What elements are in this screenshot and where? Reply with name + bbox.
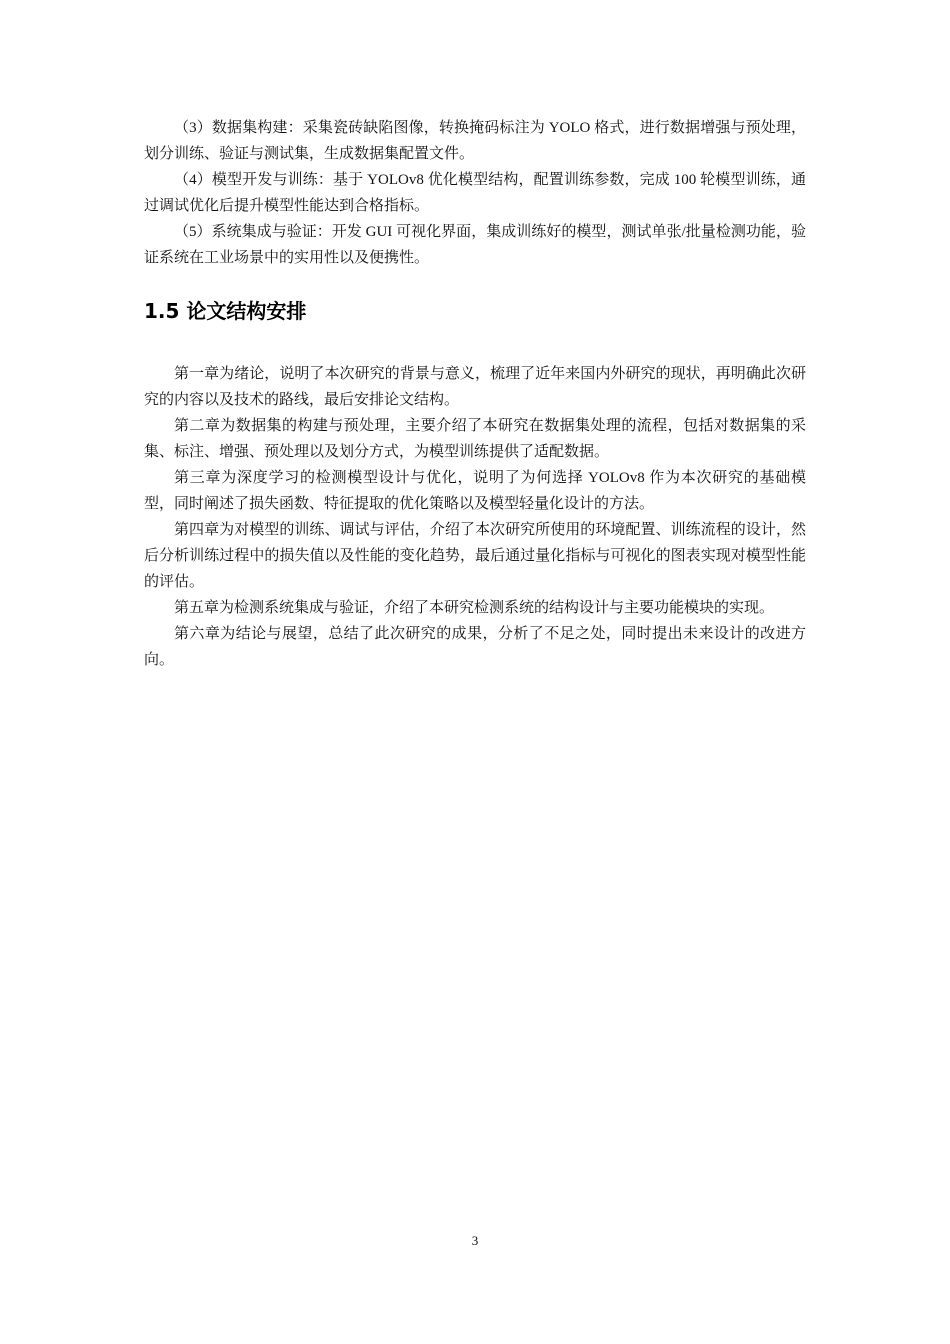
chapter-6-summary: 第六章为结论与展望，总结了此次研究的成果，分析了不足之处，同时提出未来设计的改进方向。 bbox=[144, 626, 806, 668]
chapter-4-summary: 第四章为对模型的训练、调试与评估，介绍了本次研究所使用的环境配置、训练流程的设计，然后分析训练过程中的损失值以及性能的变化趋势，最后通过量化指标与可视化的图表实现对模型性能的评估。 bbox=[144, 522, 806, 590]
page-content bbox=[144, 115, 806, 673]
section-body bbox=[144, 361, 806, 673]
chapter-2-summary: 第二章为数据集的构建与预处理，主要介绍了本研究在数据集处理的流程，包括对数据集的采集、标注、增强、预处理以及划分方式，为模型训练提供了适配数据。 bbox=[144, 418, 806, 460]
research-items-list bbox=[144, 115, 806, 271]
research-item-5: （5）系统集成与验证：开发 GUI 可视化界面，集成训练好的模型，测试单张/批量检测功能，验证系统在工业场景中的实用性以及便携性。 bbox=[144, 224, 806, 266]
chapter-1-summary: 第一章为绪论，说明了本次研究的背景与意义，梳理了近年来国内外研究的现状，再明确此次研究的内容以及技术的路线，最后安排论文结构。 bbox=[144, 366, 806, 408]
page-number: 3 bbox=[471, 1233, 479, 1248]
chapter-5-summary: 第五章为检测系统集成与验证，介绍了本研究检测系统的结构设计与主要功能模块的实现。 bbox=[174, 600, 775, 616]
research-item-4: （4）模型开发与训练：基于 YOLOv8 优化模型结构，配置训练参数，完成 100 轮模型训练，通过调试优化后提升模型性能达到合格指标。 bbox=[144, 172, 806, 214]
section-heading: 1.5 论文结构安排 bbox=[144, 299, 307, 323]
research-item-3: （3）数据集构建：采集瓷砖缺陷图像，转换掩码标注为 YOLO 格式，进行数据增强与预处理，划分训练、验证与测试集，生成数据集配置文件。 bbox=[144, 120, 806, 162]
chapter-3-summary: 第三章为深度学习的检测模型设计与优化，说明了为何选择 YOLOv8 作为本次研究的基础模型，同时阐述了损失函数、特征提取的优化策略以及模型轻量化设计的方法。 bbox=[144, 470, 806, 512]
